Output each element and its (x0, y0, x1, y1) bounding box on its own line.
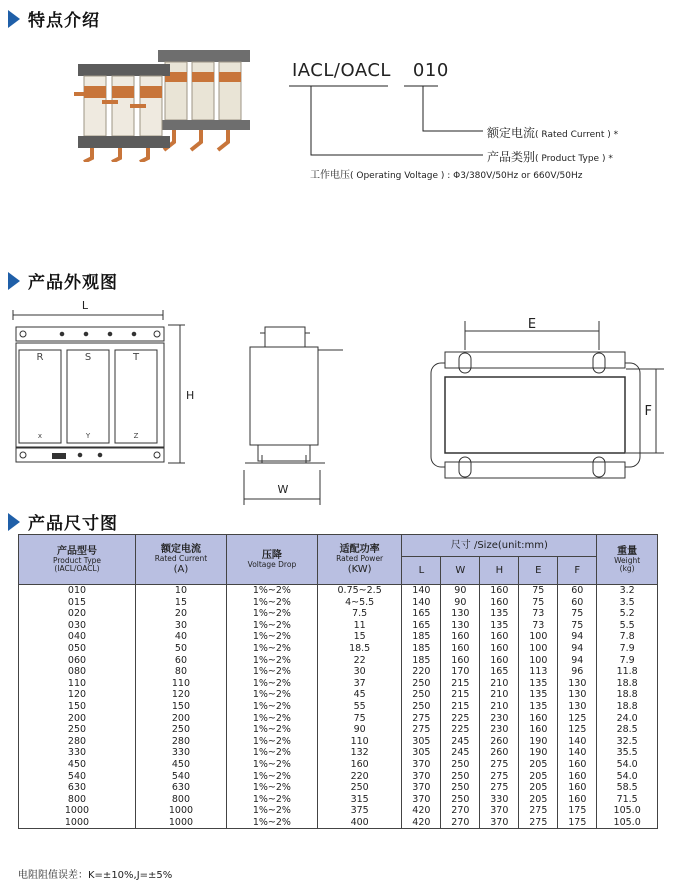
dimension-drawings (0, 295, 680, 510)
table-cell: 160 (441, 655, 480, 667)
table-cell: 330 (19, 747, 136, 759)
table-cell: 015 (19, 597, 136, 609)
table-cell: 1%~2% (226, 689, 317, 701)
table-cell: 5.2 (597, 608, 658, 620)
table-cell: 1%~2% (226, 631, 317, 643)
table-cell: 400 (317, 817, 401, 829)
rated-current-en: ( Rated Current ) * (535, 130, 619, 140)
table-cell: 3.2 (597, 585, 658, 597)
table-cell: 275 (402, 713, 441, 725)
table-cell: 90 (441, 597, 480, 609)
table-cell: 140 (558, 747, 597, 759)
table-cell: 260 (480, 736, 519, 748)
table-cell: 60 (558, 597, 597, 609)
table-row (19, 713, 658, 725)
phase-label-y: Y (85, 432, 91, 440)
table-cell: 250 (441, 771, 480, 783)
table-cell: 370 (480, 805, 519, 817)
operating-voltage-cn: 工作电压 (310, 170, 350, 181)
table-cell: 1%~2% (226, 817, 317, 829)
table-row (19, 794, 658, 806)
table-cell: 165 (402, 620, 441, 632)
phase-label-x: x (37, 432, 43, 440)
table-cell: 250 (317, 782, 401, 794)
table-cell: 130 (441, 620, 480, 632)
table-cell: 1%~2% (226, 747, 317, 759)
table-cell: 230 (480, 713, 519, 725)
table-cell: 250 (441, 759, 480, 771)
table-cell: 1000 (135, 805, 226, 817)
table-cell: 540 (135, 771, 226, 783)
table-cell: 22 (317, 655, 401, 667)
table-cell: 7.5 (317, 608, 401, 620)
table-cell: 1%~2% (226, 794, 317, 806)
table-cell: 130 (558, 689, 597, 701)
table-cell: 18.8 (597, 701, 658, 713)
table-cell: 1000 (19, 805, 136, 817)
table-cell: 060 (19, 655, 136, 667)
col-header-weight: 重量 Weight (kg) (597, 535, 658, 585)
table-cell: 105.0 (597, 817, 658, 829)
table-cell: 3.5 (597, 597, 658, 609)
table-cell: 185 (402, 631, 441, 643)
section-title: 产品尺寸图 (28, 514, 118, 534)
table-cell: 1%~2% (226, 736, 317, 748)
table-cell: 205 (519, 794, 558, 806)
table-cell: 160 (441, 631, 480, 643)
table-cell: 40 (135, 631, 226, 643)
table-cell: 215 (441, 701, 480, 713)
table-cell: 1%~2% (226, 585, 317, 597)
table-cell: 35.5 (597, 747, 658, 759)
table-cell: 60 (135, 655, 226, 667)
section-title: 产品外观图 (28, 273, 118, 293)
table-row (19, 771, 658, 783)
table-cell: 230 (480, 724, 519, 736)
table-cell: 160 (480, 631, 519, 643)
table-cell: 225 (441, 724, 480, 736)
table-row (19, 678, 658, 690)
table-cell: 420 (402, 805, 441, 817)
table-cell: 210 (480, 689, 519, 701)
table-row (19, 736, 658, 748)
table-cell: 71.5 (597, 794, 658, 806)
phase-label-T: T (132, 352, 140, 363)
table-cell: 260 (480, 747, 519, 759)
table-cell: 160 (480, 585, 519, 597)
table-cell: 370 (402, 759, 441, 771)
rated-current-annotation (487, 124, 618, 141)
dimensions-table (18, 534, 658, 829)
table-cell: 18.8 (597, 689, 658, 701)
col-header-power: 适配功率 Rated Power (KW) (317, 535, 401, 585)
table-cell: 1%~2% (226, 713, 317, 725)
table-cell: 190 (519, 747, 558, 759)
table-cell: 270 (441, 817, 480, 829)
table-cell: 75 (558, 620, 597, 632)
table-cell: 370 (480, 817, 519, 829)
table-row (19, 643, 658, 655)
section-triangle-icon (8, 10, 20, 28)
col-header-drop: 压降 Voltage Drop (226, 535, 317, 585)
table-cell: 250 (19, 724, 136, 736)
table-cell: 100 (519, 643, 558, 655)
table-cell: 135 (519, 701, 558, 713)
table-cell: 1000 (19, 817, 136, 829)
table-cell: 200 (135, 713, 226, 725)
table-cell: 800 (135, 794, 226, 806)
table-cell: 280 (19, 736, 136, 748)
table-cell: 370 (402, 782, 441, 794)
table-cell: 370 (402, 794, 441, 806)
table-cell: 245 (441, 747, 480, 759)
table-cell: 220 (402, 666, 441, 678)
table-cell: 0.75~2.5 (317, 585, 401, 597)
table-cell: 5.5 (597, 620, 658, 632)
table-cell: 96 (558, 666, 597, 678)
table-cell: 11.8 (597, 666, 658, 678)
table-row (19, 585, 658, 597)
table-cell: 160 (441, 643, 480, 655)
table-cell: 080 (19, 666, 136, 678)
table-cell: 160 (519, 724, 558, 736)
table-cell: 130 (441, 608, 480, 620)
table-cell: 370 (402, 771, 441, 783)
table-cell: 165 (402, 608, 441, 620)
table-row (19, 597, 658, 609)
table-cell: 175 (558, 805, 597, 817)
table-cell: 1%~2% (226, 678, 317, 690)
table-cell: 275 (519, 805, 558, 817)
phase-label-z: Z (133, 432, 139, 440)
table-cell: 130 (558, 701, 597, 713)
product-photo (70, 42, 270, 162)
section-title: 特点介绍 (28, 11, 100, 31)
table-cell: 110 (135, 678, 226, 690)
operating-voltage-annotation (310, 166, 583, 181)
table-cell: 140 (558, 736, 597, 748)
table-cell: 175 (558, 817, 597, 829)
table-cell: 24.0 (597, 713, 658, 725)
dim-label-L: L (81, 299, 89, 312)
table-cell: 250 (402, 689, 441, 701)
table-cell: 190 (519, 736, 558, 748)
section-triangle-icon (8, 513, 20, 531)
table-cell: 250 (402, 701, 441, 713)
table-row (19, 689, 658, 701)
table-cell: 1%~2% (226, 620, 317, 632)
col-header-type: 产品型号 Product Type (IACL/OACL) (19, 535, 136, 585)
table-cell: 1%~2% (226, 643, 317, 655)
table-cell: 7.9 (597, 655, 658, 667)
product-type-en: ( Product Type ) * (535, 154, 613, 164)
table-cell: 15 (317, 631, 401, 643)
table-cell: 185 (402, 655, 441, 667)
table-cell: 275 (519, 817, 558, 829)
table-cell: 420 (402, 817, 441, 829)
table-cell: 7.8 (597, 631, 658, 643)
table-cell: 75 (519, 585, 558, 597)
model-code-prefix: IACL/OACL (292, 60, 391, 81)
product-type-annotation (487, 148, 613, 165)
table-cell: 215 (441, 689, 480, 701)
table-cell: 315 (317, 794, 401, 806)
table-cell: 160 (558, 794, 597, 806)
table-cell: 210 (480, 701, 519, 713)
table-cell: 205 (519, 782, 558, 794)
table-cell: 305 (402, 736, 441, 748)
col-header-F: F (558, 557, 597, 585)
table-cell: 160 (558, 771, 597, 783)
rated-current-cn: 额定电流 (487, 126, 536, 140)
table-row (19, 759, 658, 771)
table-cell: 225 (441, 713, 480, 725)
table-cell: 020 (19, 608, 136, 620)
table-cell: 140 (402, 585, 441, 597)
model-code (292, 60, 449, 81)
table-cell: 10 (135, 585, 226, 597)
table-cell: 135 (519, 689, 558, 701)
table-cell: 800 (19, 794, 136, 806)
side-view-drawing (244, 327, 343, 505)
reactor-front (74, 64, 170, 162)
table-cell: 18.8 (597, 678, 658, 690)
table-cell: 113 (519, 666, 558, 678)
table-cell: 160 (558, 782, 597, 794)
table-cell: 90 (441, 585, 480, 597)
table-cell: 1%~2% (226, 782, 317, 794)
table-cell: 80 (135, 666, 226, 678)
dimensions-table-body (19, 585, 658, 829)
table-cell: 105.0 (597, 805, 658, 817)
table-cell: 205 (519, 759, 558, 771)
table-cell: 630 (135, 782, 226, 794)
dim-label-F: F (644, 404, 652, 419)
table-cell: 1%~2% (226, 597, 317, 609)
table-cell: 7.9 (597, 643, 658, 655)
table-cell: 1%~2% (226, 724, 317, 736)
table-row (19, 701, 658, 713)
table-cell: 330 (480, 794, 519, 806)
table-cell: 275 (480, 771, 519, 783)
table-cell: 275 (402, 724, 441, 736)
table-cell: 125 (558, 724, 597, 736)
table-cell: 18.5 (317, 643, 401, 655)
table-row (19, 805, 658, 817)
table-cell: 205 (519, 771, 558, 783)
table-cell: 050 (19, 643, 136, 655)
table-cell: 250 (441, 794, 480, 806)
table-cell: 75 (558, 608, 597, 620)
table-row (19, 782, 658, 794)
table-cell: 110 (317, 736, 401, 748)
table-cell: 150 (19, 701, 136, 713)
table-cell: 94 (558, 655, 597, 667)
table-cell: 140 (402, 597, 441, 609)
table-cell: 1%~2% (226, 608, 317, 620)
table-row (19, 608, 658, 620)
table-cell: 94 (558, 643, 597, 655)
table-cell: 275 (480, 759, 519, 771)
table-cell: 1%~2% (226, 771, 317, 783)
table-cell: 160 (519, 713, 558, 725)
section-triangle-icon (8, 272, 20, 290)
table-cell: 250 (441, 782, 480, 794)
table-cell: 55 (317, 701, 401, 713)
table-cell: 210 (480, 678, 519, 690)
product-type-cn: 产品类别 (487, 150, 536, 164)
table-row (19, 747, 658, 759)
table-cell: 305 (402, 747, 441, 759)
table-cell: 1%~2% (226, 805, 317, 817)
table-cell: 450 (19, 759, 136, 771)
table-cell: 135 (480, 620, 519, 632)
table-cell: 160 (480, 597, 519, 609)
col-header-L: L (402, 557, 441, 585)
table-cell: 11 (317, 620, 401, 632)
table-cell: 30 (317, 666, 401, 678)
phase-label-S: S (84, 352, 92, 363)
table-cell: 250 (402, 678, 441, 690)
table-cell: 160 (317, 759, 401, 771)
section-dimensions-heading (8, 509, 118, 534)
table-cell: 54.0 (597, 759, 658, 771)
table-cell: 50 (135, 643, 226, 655)
table-cell: 160 (480, 655, 519, 667)
table-cell: 160 (480, 643, 519, 655)
table-cell: 375 (317, 805, 401, 817)
table-cell: 160 (558, 759, 597, 771)
front-view-drawing (13, 310, 185, 463)
table-cell: 135 (480, 608, 519, 620)
table-cell: 58.5 (597, 782, 658, 794)
table-cell: 280 (135, 736, 226, 748)
table-cell: 040 (19, 631, 136, 643)
table-cell: 28.5 (597, 724, 658, 736)
table-cell: 270 (441, 805, 480, 817)
table-cell: 630 (19, 782, 136, 794)
table-cell: 165 (480, 666, 519, 678)
dim-label-W: W (277, 483, 289, 496)
table-cell: 245 (441, 736, 480, 748)
table-cell: 250 (135, 724, 226, 736)
table-cell: 45 (317, 689, 401, 701)
table-cell: 540 (19, 771, 136, 783)
col-header-current: 额定电流 Rated Current (A) (135, 535, 226, 585)
table-cell: 73 (519, 620, 558, 632)
section-features-heading (8, 6, 100, 31)
table-cell: 90 (317, 724, 401, 736)
table-cell: 010 (19, 585, 136, 597)
table-row (19, 724, 658, 736)
table-cell: 1%~2% (226, 759, 317, 771)
table-cell: 120 (135, 689, 226, 701)
table-cell: 73 (519, 608, 558, 620)
table-cell: 215 (441, 678, 480, 690)
table-row (19, 817, 658, 829)
col-header-W: W (441, 557, 480, 585)
table-cell: 200 (19, 713, 136, 725)
col-header-size: 尺寸 /Size(unit:mm) (402, 535, 597, 557)
col-header-E: E (519, 557, 558, 585)
table-cell: 1%~2% (226, 666, 317, 678)
table-cell: 60 (558, 585, 597, 597)
table-cell: 15 (135, 597, 226, 609)
table-cell: 120 (19, 689, 136, 701)
dim-label-H: H (186, 389, 195, 402)
table-cell: 94 (558, 631, 597, 643)
table-row (19, 666, 658, 678)
table-cell: 330 (135, 747, 226, 759)
top-view-drawing (431, 321, 664, 478)
table-cell: 125 (558, 713, 597, 725)
table-cell: 54.0 (597, 771, 658, 783)
table-row (19, 620, 658, 632)
table-cell: 135 (519, 678, 558, 690)
table-row (19, 655, 658, 667)
table-cell: 20 (135, 608, 226, 620)
model-code-number: 010 (412, 60, 449, 81)
col-header-H: H (480, 557, 519, 585)
table-cell: 30 (135, 620, 226, 632)
table-cell: 185 (402, 643, 441, 655)
table-row (19, 631, 658, 643)
dim-label-E: E (527, 317, 537, 332)
table-cell: 32.5 (597, 736, 658, 748)
table-cell: 220 (317, 771, 401, 783)
table-cell: 37 (317, 678, 401, 690)
table-cell: 150 (135, 701, 226, 713)
table-cell: 450 (135, 759, 226, 771)
table-cell: 030 (19, 620, 136, 632)
table-cell: 1%~2% (226, 655, 317, 667)
table-cell: 1000 (135, 817, 226, 829)
section-appearance-heading (8, 268, 118, 293)
table-cell: 75 (519, 597, 558, 609)
table-cell: 275 (480, 782, 519, 794)
table-cell: 130 (558, 678, 597, 690)
table-cell: 4~5.5 (317, 597, 401, 609)
table-cell: 132 (317, 747, 401, 759)
table-cell: 110 (19, 678, 136, 690)
table-cell: 75 (317, 713, 401, 725)
phase-label-R: R (36, 352, 44, 363)
table-cell: 1%~2% (226, 701, 317, 713)
dimensions-table-wrapper (18, 534, 658, 829)
table-cell: 100 (519, 655, 558, 667)
operating-voltage-en: ( Operating Voltage ) : Φ3/380V/50Hz or 660V/50Hz (350, 171, 583, 181)
table-cell: 170 (441, 666, 480, 678)
reactor-back (158, 50, 250, 150)
table-cell: 100 (519, 631, 558, 643)
resistance-tolerance-note: 电阻阻值误差：K=±10%,J=±5% (18, 870, 173, 881)
